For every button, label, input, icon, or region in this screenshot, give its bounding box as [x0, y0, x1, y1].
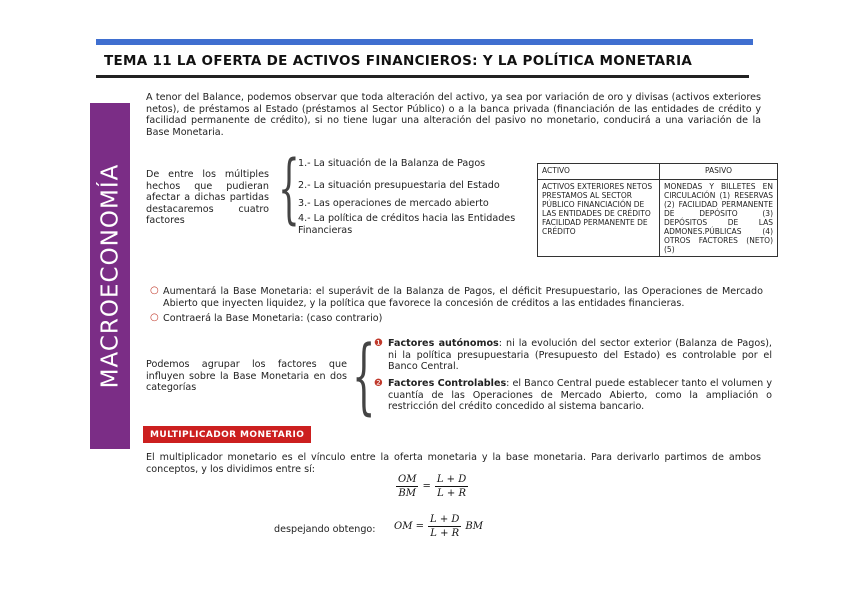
- equation-ratio: $\frac{OM}{BM}$ = $\frac{L + D}{L + R}$: [398, 474, 467, 499]
- effect-decrease: Contraerá la Base Monetaria: (caso contrario): [163, 313, 383, 324]
- balance-table: [537, 163, 778, 257]
- categories-lead-text: Podemos agrupar los factores que influyen sobre la Base Monetaria en dos categorías: [146, 359, 347, 394]
- factors-lead-text: De entre los múltiples hechos que pudieran afectar a dichas partidas destacaremos cuatro factores: [146, 169, 269, 227]
- category-text: : ni la evolución del sector exterior (Balanza de Pagos), ni la política presupuestaria (Presupuesto del Estado) es controlable por el Banco Central.: [388, 338, 772, 373]
- bullet-circle-icon: ○: [150, 312, 159, 323]
- balance-pasivo-header: PASIVO: [660, 164, 778, 180]
- category-term: Factores Controlables: [388, 378, 507, 389]
- equation-solved: OM = $\frac{L + D}{L + R}$ BM: [394, 514, 483, 539]
- title-underline: [96, 75, 749, 78]
- page-title: TEMA 11 LA OFERTA DE ACTIVOS FINANCIEROS: Y LA POLÍTICA MONETARIA: [104, 53, 693, 69]
- top-accent-bar: [96, 39, 753, 45]
- left-brace: {: [278, 143, 300, 232]
- balance-activo-cell: ACTIVOS EXTERIORES NETOS PRESTAMOS AL SECTOR PÚBLICO FINANCIACIÓN DE LAS ENTIDADES DE CRÉDITO FACILIDAD PERMANENTE DE CRÉDITO: [538, 180, 660, 257]
- factor-item-4: 4.- La política de créditos hacia las Entidades Financieras: [298, 213, 516, 236]
- equation-label: despejando obtengo:: [274, 524, 376, 535]
- side-label-container: [90, 103, 130, 449]
- factor-item-3: 3.- Las operaciones de mercado abierto: [298, 198, 489, 209]
- balance-pasivo-cell: MONEDAS Y BILLETES EN CIRCULACIÓN (1) RESERVAS (2) FACILIDAD PERMANENTE DE DEPÓSITO (3) DEPÓSITOS DE LAS ADMONES.PÚBLICAS (4) OTROS FACTORES (NETO) (5): [660, 180, 778, 257]
- number-two-icon: ❷: [374, 378, 383, 389]
- left-brace: {: [352, 329, 376, 424]
- intro-paragraph: A tenor del Balance, podemos observar que toda alteración del activo, ya sea por variación de oro y divisas (activos exteriores netos), de préstamos al Estado (préstamos al Sector Público) o a la banca privada (financiación de las entidades de crédito y facilidad permanente de crédito), si no tiene lugar una alteración del pasivo no monetario, conducirá a una variación de la Base Monetaria.: [146, 92, 761, 138]
- factor-item-1: 1.- La situación de la Balanza de Pagos: [298, 158, 486, 169]
- category-term: Factores autónomos: [388, 338, 499, 349]
- fraction-om-bm: $\frac{OM}{BM}$: [398, 474, 417, 499]
- balance-activo-header: ACTIVO: [538, 164, 660, 180]
- fraction-ld-lr: $\frac{L + D}{L + R}$: [430, 514, 460, 539]
- category-autonomous: [388, 338, 772, 373]
- bullet-circle-icon: ○: [150, 285, 159, 296]
- section-label: MULTIPLICADOR MONETARIO: [143, 426, 311, 443]
- category-controllable: [388, 378, 772, 413]
- number-one-icon: ❶: [374, 338, 383, 349]
- fraction-ld-lr: $\frac{L + D}{L + R}$: [436, 474, 467, 499]
- category-text: : el Banco Central puede establecer tanto el volumen y cuantía de las Operaciones de Mercado Abierto, como la ampliación o restricción del crédito concedido al sistema bancario.: [388, 378, 773, 413]
- factor-item-2: 2.- La situación presupuestaria del Estado: [298, 180, 500, 191]
- multiplier-paragraph: El multiplicador monetario es el vínculo entre la oferta monetaria y la base monetaria. Para derivarlo partimos de ambos conceptos, y los dividimos entre sí:: [146, 452, 761, 475]
- side-label: MACROECONOMÍA: [97, 163, 123, 389]
- effect-increase: Aumentará la Base Monetaria: el superávit de la Balanza de Pagos, el déficit Presupuestario, las Operaciones de Mercado Abierto que inyecten liquidez, y la política que favorece la concesión de créditos a las entidades financieras.: [163, 286, 763, 309]
